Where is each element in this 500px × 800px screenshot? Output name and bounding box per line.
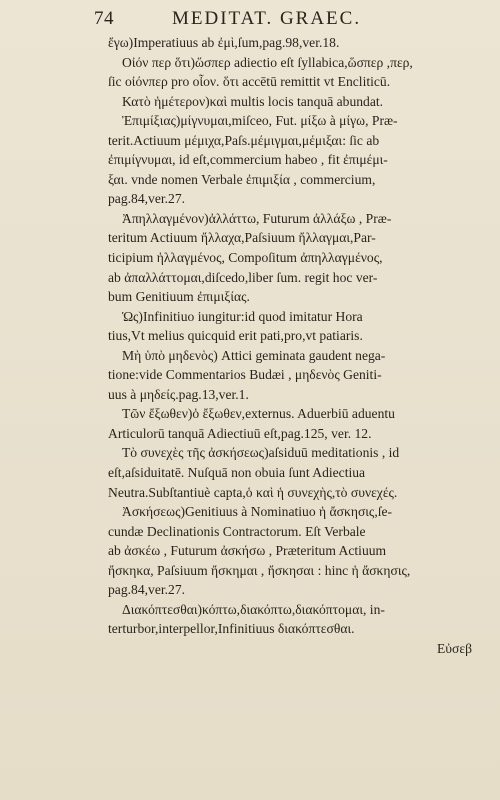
text-line: Ἀπηλλαγμένον)ἀλλάττω, Futurum ἀλλάξω , Præ- [122,210,392,226]
text-line: terturbor,interpellor,Infinitiuus διακόπτεσθαι. [108,621,355,637]
text-line: ab ἀπαλλάττομαι,diſcedo,liber ſum. regit hoc ver- [108,269,378,285]
text-line: uus à μηδείς.pag.13,ver.1. [108,386,249,402]
text-line: Ἀσκήσεως)Genitiuus à Nominatiuo ἡ ἄσκησις,ſe- [122,504,393,520]
text-line: bum Genitiuum ἐπιμιξίας. [108,289,250,305]
text-line: pag.84,ver.27. [108,582,186,598]
text-line: Ὡς)Infinitiuo iungitur:id quod imitatur Hora [122,308,363,324]
text-line: Κατὸ ἡμέτερον)καὶ multis locis tanquā abundat. [122,93,384,109]
text-line: teritum Actiuum ἤλλαχα,Paſsiuum ἤλλαγμαι,Par- [108,230,376,246]
page-number: 74 [94,8,114,29]
text-line: ἐπιμίγνυμαι, id eſt,commercium habeo , fit ἐπιμέμι- [108,152,388,168]
text-line: Διακόπτεσθαι)κόπτω,διακόπτω,διακόπτομαι, in- [122,601,385,617]
text-line: eſt,aſsiduitatē. Nuſquā non obuia ſunt Adiectiua [108,465,366,481]
body-text [108,33,476,659]
text-line: ξαι. vnde nomen Verbale ἐπιμιξία , commercium, [108,171,376,187]
catchword: Εὐσεβ [437,640,472,656]
text-line: tius,Vt melius quicquid erit pati,pro,vt patiaris. [108,328,363,344]
text-line: ab ἀσκέω , Futurum ἀσκήσω , Præteritum Actiuum [108,543,387,559]
text-line: pag.84,ver.27. [108,191,186,207]
text-line: terit.Actiuum μέμιχα,Paſs.μέμιγμαι,μέμιξαι: ſic ab [108,132,380,148]
text-line: ticipium ἠλλαγμένος, Compoſitum ἀπηλλαγμένος, [108,250,383,266]
text-line: Οἰόν περ ὅτι)ὥσπερ adiectio eſt ſyllabica,ὥσπερ ,περ, [122,54,413,70]
text-line: Τῶν ἔξωθεν)ὁ ἔξωθεν,externus. Aduerbiū aduentu [122,406,395,422]
page-header [0,6,500,32]
text-line: Ἐπιμίξιας)μίγνυμαι,miſceo, Fut. μίξω à μίγω, Præ- [122,113,398,129]
text-line: ſic οἰόνπερ pro οἷον. ὅτι accētū remittit vt Encliticū. [108,74,391,90]
text-line: tione:vide Commentarios Budæi , μηδενὸς Geniti- [108,367,382,383]
running-head: MEDITAT. GRAEC. [172,8,362,29]
text-line: cundæ Declinationis Contractorum. Eſt Verbale [108,523,366,539]
text-line: Neutra.Subſtantiuè capta,ὁ καὶ ἡ συνεχὴς,τὸ συνεχές. [108,484,398,500]
text-line: Articulorū tanquā Adiectiuū eſt,pag.125, ver. 12. [108,425,372,441]
text-line: ἔγω)Imperatiuus ab ἐμὶ,ſum,pag.98,ver.18. [108,35,340,50]
text-line: ἤσκηκα, Paſsiuum ἤσκημαι , ἤσκησαι : hinc ἡ ἄσκησις, [108,562,411,578]
text-line: Μὴ ὑπὸ μηδενὸς) Attici geminata gaudent nega- [122,347,386,363]
text-line: Τὸ συνεχὲς τῆς ἀσκήσεως)aſsiduū meditationis , id [122,445,400,461]
